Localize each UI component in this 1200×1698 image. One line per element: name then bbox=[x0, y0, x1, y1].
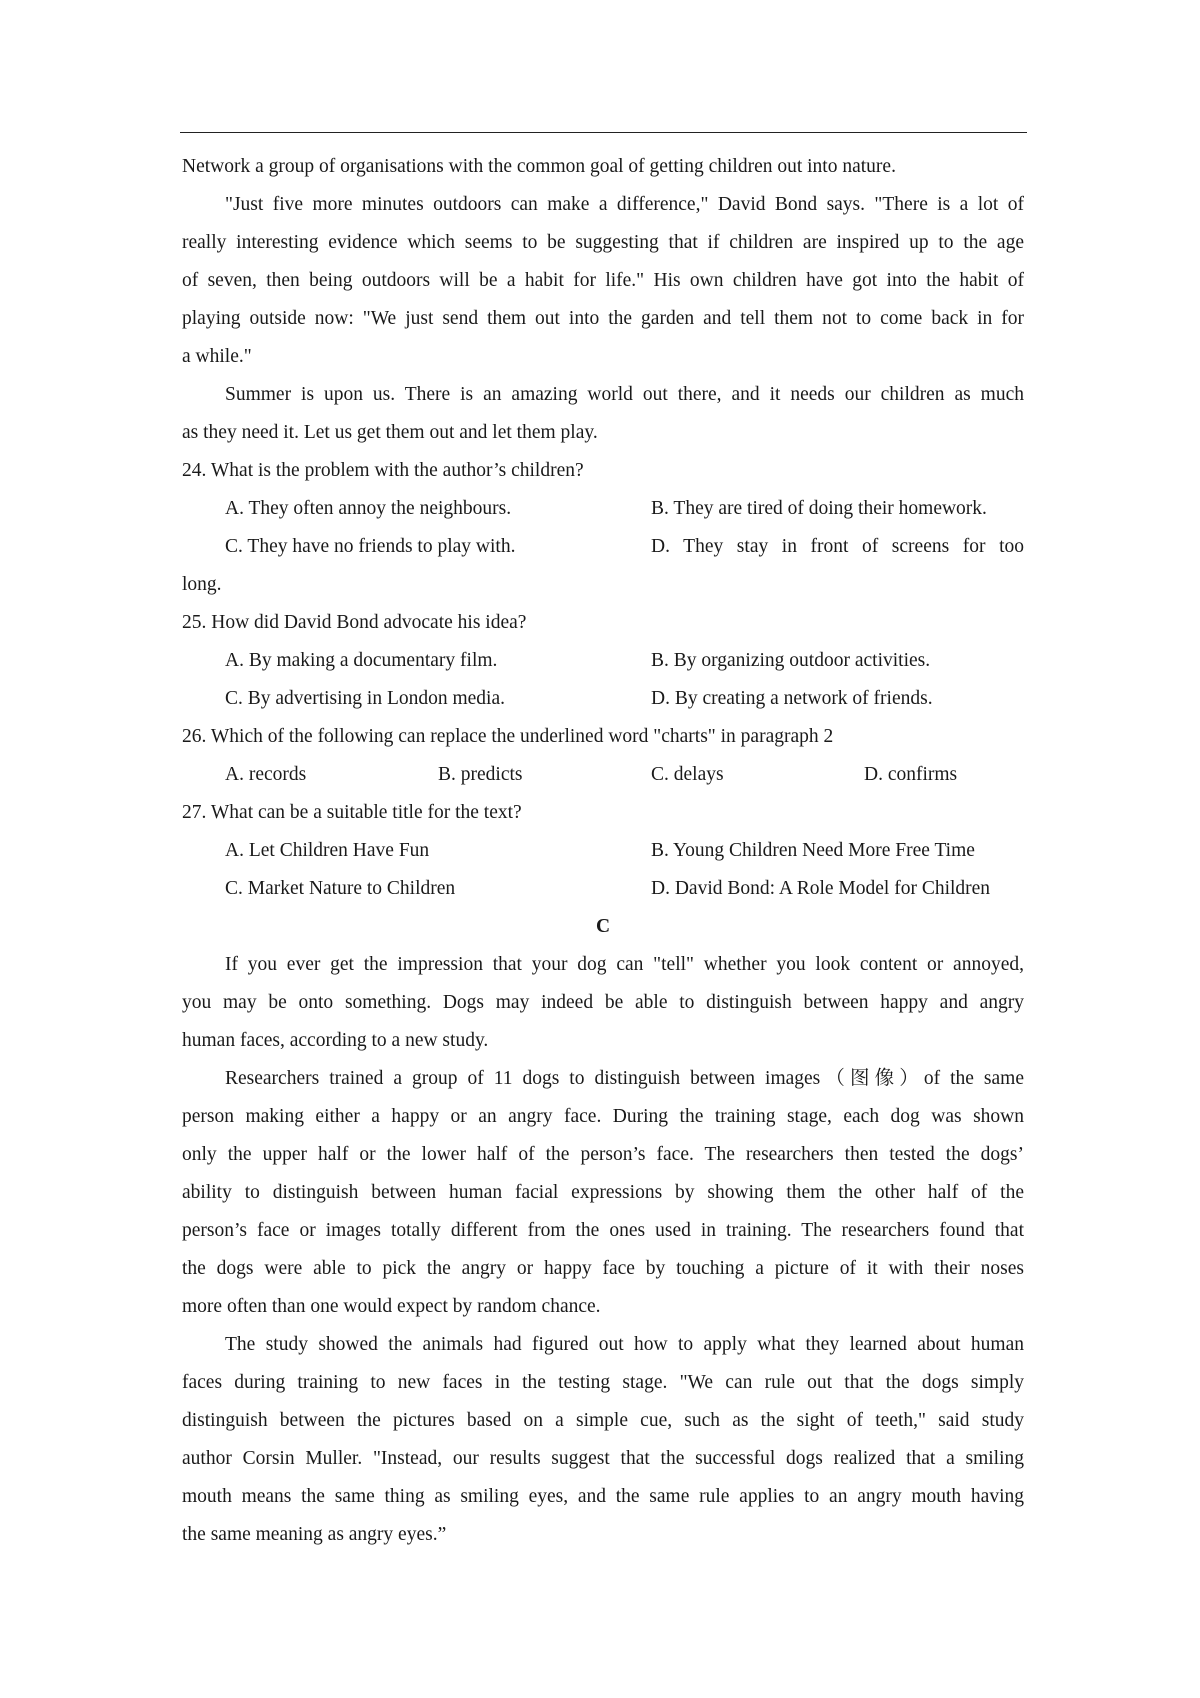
passage-line: more often than one would expect by random chance. bbox=[182, 1296, 601, 1317]
passage-line: person’s face or images totally different from the ones used in training. The researchers found that bbox=[182, 1220, 1024, 1241]
passage-line: faces during training to new faces in the testing stage. "We can rule out that the dogs simply bbox=[182, 1372, 1024, 1393]
option-b: B. They are tired of doing their homework. bbox=[651, 498, 987, 519]
option-d: D. confirms bbox=[864, 764, 958, 785]
question-27-options-row2 bbox=[182, 870, 1024, 908]
option-a: A. By making a documentary film. bbox=[225, 650, 498, 671]
option-d: D. By creating a network of friends. bbox=[651, 688, 933, 709]
passage-line: as they need it. Let us get them out and let them play. bbox=[182, 422, 598, 443]
passage-line: human faces, according to a new study. bbox=[182, 1030, 489, 1051]
passage-line: author Corsin Muller. "Instead, our results suggest that the successful dogs realized that a smiling bbox=[182, 1448, 1024, 1469]
question-26-stem: 26. Which of the following can replace the underlined word "charts" in paragraph 2 bbox=[182, 726, 834, 747]
passage-line: Researchers trained a group of 11 dogs to distinguish between images（图像）of the same bbox=[225, 1068, 1024, 1089]
passage-line: the dogs were able to pick the angry or happy face by touching a picture of it with their noses bbox=[182, 1258, 1024, 1279]
option-b: B. predicts bbox=[438, 764, 523, 785]
passage-line: a while." bbox=[182, 346, 252, 367]
passage-line: mouth means the same thing as smiling eyes, and the same rule applies to an angry mouth having bbox=[182, 1486, 1024, 1507]
option-c: C. delays bbox=[651, 764, 724, 785]
question-26-options bbox=[182, 756, 1024, 794]
question-25-options-row2 bbox=[182, 680, 1024, 718]
option-a: A. They often annoy the neighbours. bbox=[225, 498, 512, 519]
header-rule bbox=[180, 132, 1027, 133]
passage-line: "Just five more minutes outdoors can make a difference," David Bond says. "There is a lot of bbox=[225, 194, 1024, 215]
option-d-continuation: long. bbox=[182, 574, 222, 595]
section-heading: C bbox=[595, 916, 611, 937]
option-b: B. Young Children Need More Free Time bbox=[651, 840, 975, 861]
passage-line: The study showed the animals had figured out how to apply what they learned about human bbox=[225, 1334, 1024, 1355]
passage-line: only the upper half or the lower half of the person’s face. The researchers then tested the dogs’ bbox=[182, 1144, 1024, 1165]
option-d: D. David Bond: A Role Model for Children bbox=[651, 878, 991, 899]
page-content bbox=[182, 148, 1024, 1554]
option-c: C. They have no friends to play with. bbox=[225, 536, 516, 557]
option-a: A. Let Children Have Fun bbox=[225, 840, 430, 861]
option-c: C. By advertising in London media. bbox=[225, 688, 506, 709]
passage-line: you may be onto something. Dogs may indeed be able to distinguish between happy and angry bbox=[182, 992, 1024, 1013]
passage-line: Summer is upon us. There is an amazing world out there, and it needs our children as much bbox=[225, 384, 1024, 405]
option-c: C. Market Nature to Children bbox=[225, 878, 456, 899]
passage-line: person making either a happy or an angry face. During the training stage, each dog was shown bbox=[182, 1106, 1024, 1127]
option-d: D. They stay in front of screens for too bbox=[651, 536, 1024, 557]
passage-line: of seven, then being outdoors will be a habit for life." His own children have got into the habit of bbox=[182, 270, 1024, 291]
passage-line: playing outside now: "We just send them out into the garden and tell them not to come back in for bbox=[182, 308, 1024, 329]
question-25-stem: 25. How did David Bond advocate his idea? bbox=[182, 612, 527, 633]
passage-line: the same meaning as angry eyes.” bbox=[182, 1524, 447, 1545]
question-24-options-row1 bbox=[182, 490, 1024, 528]
passage-line: ability to distinguish between human facial expressions by showing them the other half of the bbox=[182, 1182, 1024, 1203]
question-27-options-row1 bbox=[182, 832, 1024, 870]
question-27-stem: 27. What can be a suitable title for the text? bbox=[182, 802, 522, 823]
passage-line: really interesting evidence which seems to be suggesting that if children are inspired up to the age bbox=[182, 232, 1024, 253]
passage-line: Network a group of organisations with the common goal of getting children out into nature. bbox=[182, 156, 896, 177]
passage-line: If you ever get the impression that your dog can "tell" whether you look content or annoyed, bbox=[225, 954, 1024, 975]
option-a: A. records bbox=[225, 764, 307, 785]
option-b: B. By organizing outdoor activities. bbox=[651, 650, 931, 671]
question-24-options-row2 bbox=[182, 528, 1024, 566]
passage-line: distinguish between the pictures based on a simple cue, such as the sight of teeth," said study bbox=[182, 1410, 1024, 1431]
question-24-stem: 24. What is the problem with the author’s children? bbox=[182, 460, 584, 481]
question-25-options-row1 bbox=[182, 642, 1024, 680]
